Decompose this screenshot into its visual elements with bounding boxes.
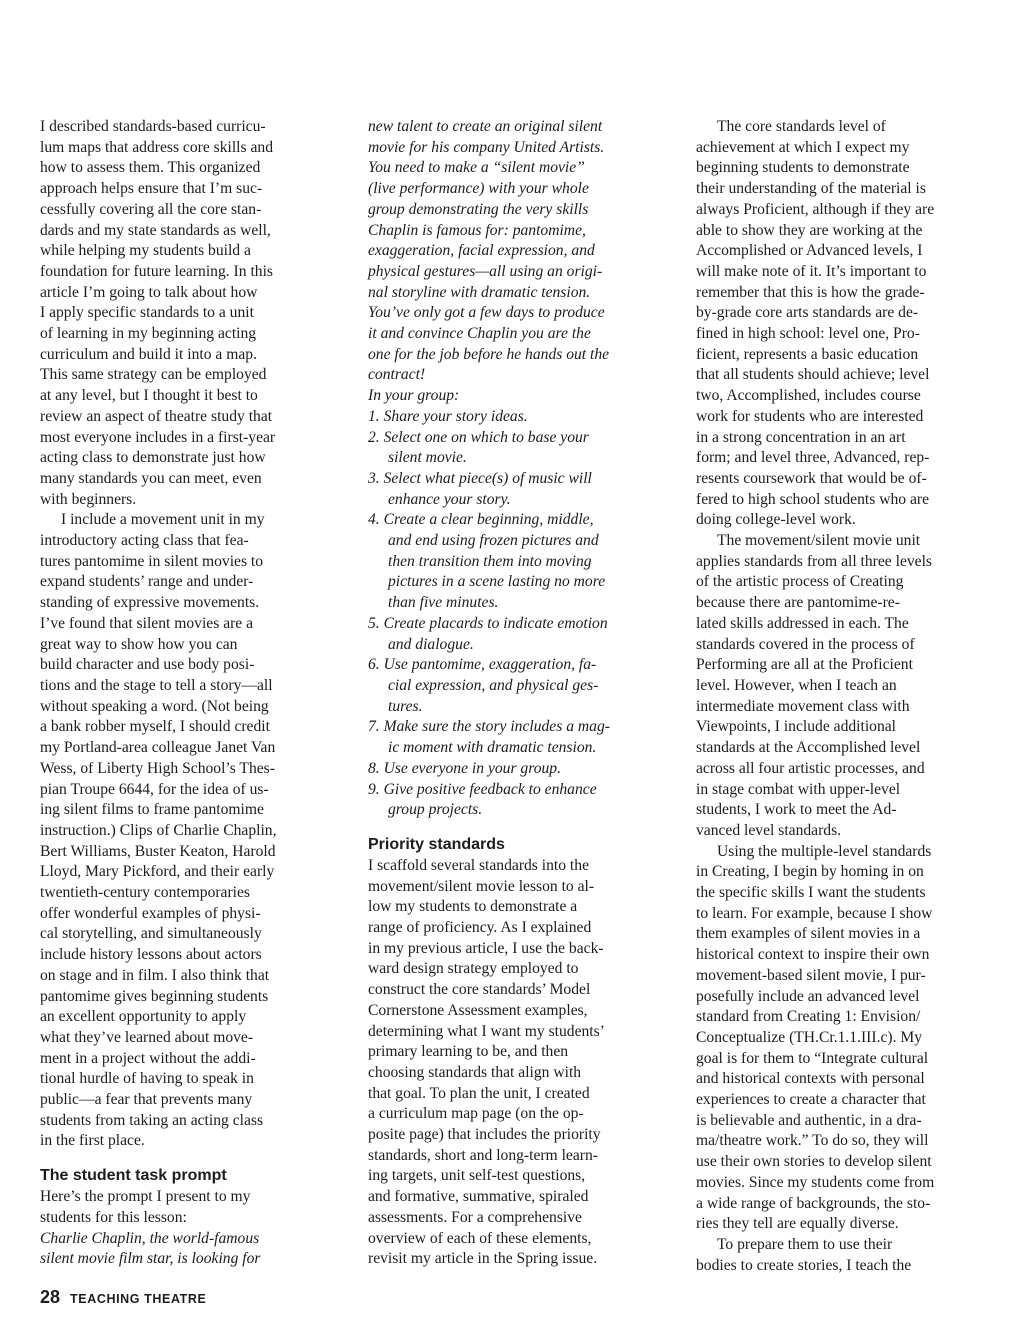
column-3 (696, 117, 986, 1276)
text-line: in the first place. (40, 1132, 145, 1150)
text-line: is believable and authentic, in a dra- (696, 1111, 922, 1129)
page-footer (40, 1287, 206, 1308)
text-line: This same strategy can be employed (40, 366, 267, 384)
text-line: To prepare them to use their (717, 1235, 893, 1253)
text-line: range of proficiency. As I explained (368, 919, 592, 937)
text-line: new talent to create an original silent (368, 118, 603, 135)
text-line: work for students who are interested (696, 407, 924, 425)
text-line: 7. Make sure the story includes a mag- (368, 718, 610, 736)
list-item (368, 510, 658, 614)
section-heading-priority-standards: Priority standards (368, 835, 505, 853)
text-line: Using the multiple-level standards (717, 842, 932, 860)
text-line: review an aspect of theatre study that (40, 407, 273, 425)
text-line: to learn. For example, because I show (696, 904, 933, 922)
prompt-quote-start (40, 1229, 330, 1270)
text-line: article I’m going to talk about how (40, 283, 258, 301)
text-line: The core standards level of (717, 118, 886, 135)
text-line: 2. Select one on which to base your (368, 428, 589, 446)
text-line: then transition them into moving (388, 552, 592, 570)
text-line: You’ve only got a few days to produce (368, 304, 605, 322)
text-line: approach helps ensure that I’m suc- (40, 180, 263, 198)
text-line: I include a movement unit in my (61, 511, 265, 529)
text-line: most everyone includes in a first-year (40, 428, 276, 446)
text-line: a bank robber myself, I should credit (40, 718, 270, 736)
text-line: than five minutes. (388, 594, 499, 612)
text-line: build character and use body posi- (40, 656, 255, 674)
text-line: form; and level three, Advanced, rep- (696, 449, 930, 467)
text-line: low my students to demonstrate a (368, 898, 578, 916)
creating-levels-paragraph (696, 531, 986, 842)
text-line: group demonstrating the very skills (368, 200, 589, 218)
text-line: remember that this is how the grade- (696, 283, 925, 301)
text-line: what they’ve learned about move- (40, 1028, 254, 1046)
text-line: primary learning to be, and then (368, 1043, 569, 1061)
text-line: Performing are all at the Proficient (696, 656, 913, 674)
spacer (40, 1152, 330, 1165)
text-line: Bert Williams, Buster Keaton, Harold (40, 842, 276, 860)
text-line: 3. Select what piece(s) of music will (368, 469, 592, 487)
section-heading-student-task-prompt: The student task prompt (40, 1167, 227, 1185)
text-line: exaggeration, facial expression, and (368, 242, 595, 260)
text-line: and dialogue. (388, 635, 474, 653)
text-line: applies standards from all three levels (696, 552, 932, 570)
text-line: ma/theatre work.” To do so, they will (696, 1132, 929, 1150)
text-line: will make note of it. It’s important to (696, 262, 927, 280)
text-line: Here’s the prompt I present to my (40, 1188, 251, 1206)
text-line: without speaking a word. (Not being (40, 697, 269, 715)
text-line: ing targets, unit self-test questions, (368, 1167, 586, 1185)
text-line: a curriculum map page (on the op- (368, 1105, 584, 1123)
text-line: 5. Create placards to indicate emotion (368, 614, 608, 632)
priority-standards-paragraph (368, 856, 658, 1270)
prompt-intro-paragraph (40, 1187, 330, 1228)
text-line: contract! (368, 366, 426, 384)
list-item (368, 780, 658, 821)
text-line: The movement/silent movie unit (717, 532, 921, 550)
text-line: pian Troupe 6644, for the idea of us- (40, 780, 269, 798)
text-line: cessfully covering all the core stan- (40, 200, 262, 218)
text-line: fined in high school: level one, Pro- (696, 325, 920, 343)
text-line: resents coursework that would be of- (696, 469, 927, 487)
text-line: it and convince Chaplin you are the (368, 325, 591, 343)
text-line: with beginners. (40, 490, 137, 508)
text-line: fered to high school students who are (696, 490, 929, 508)
text-line: overview of each of these elements, (368, 1229, 592, 1247)
text-line: ries they tell are equally diverse. (696, 1215, 899, 1233)
column-2 (368, 117, 658, 1270)
text-line: in a strong concentration in an art (696, 428, 906, 446)
prepare-bodies-paragraph (696, 1235, 986, 1276)
text-line: Conceptualize (TH.Cr.1.1.III.c). My (696, 1028, 923, 1046)
text-line: intermediate movement class with (696, 697, 910, 715)
spacer (368, 821, 658, 834)
text-line: pictures in a scene lasting no more (388, 573, 606, 591)
text-line: level. However, when I teach an (696, 676, 897, 694)
text-line: I apply specific standards to a unit (40, 304, 254, 322)
text-line: because there are pantomime-re- (696, 594, 900, 612)
text-line: curriculum and build it into a map. (40, 345, 257, 363)
text-line: that goal. To plan the unit, I created (368, 1084, 590, 1102)
text-line: Lloyd, Mary Pickford, and their early (40, 863, 275, 881)
text-line: silent movie film star, is looking for (40, 1250, 261, 1268)
text-line: You need to make a “silent movie” (368, 159, 585, 177)
list-item (368, 759, 658, 780)
text-line: students from taking an acting class (40, 1111, 264, 1129)
text-line: posefully include an advanced level (696, 987, 920, 1005)
text-line: movement/silent movie lesson to al- (368, 877, 595, 895)
text-line: that all students should achieve; level (696, 366, 930, 384)
text-line: silent movie. (388, 449, 467, 467)
text-line: assessments. For a comprehensive (368, 1208, 582, 1226)
text-line: pantomime gives beginning students (40, 987, 269, 1005)
text-line: nal storyline with dramatic tension. (368, 283, 591, 301)
movement-unit-paragraph (40, 510, 330, 1152)
text-line: ment in a project without the addi- (40, 1049, 256, 1067)
text-line: instruction.) Clips of Charlie Chaplin, (40, 821, 277, 839)
text-line: standards at the Accomplished level (696, 739, 921, 757)
text-line: lum maps that address core skills and (40, 138, 273, 156)
text-line: goal is for them to “Integrate cultural (696, 1049, 929, 1067)
text-line: enhance your story. (388, 490, 511, 508)
text-line: 4. Create a clear beginning, middle, (368, 511, 594, 529)
text-line: Charlie Chaplin, the world-famous (40, 1229, 260, 1247)
text-line: and formative, summative, spiraled (368, 1188, 589, 1206)
text-line: Accomplished or Advanced levels, I (696, 242, 923, 260)
intro-paragraph (40, 117, 330, 510)
text-line: a wide range of backgrounds, the sto- (696, 1194, 931, 1212)
text-line: bodies to create stories, I teach the (696, 1256, 912, 1274)
text-line: while helping my students build a (40, 242, 251, 260)
text-line: foundation for future learning. In this (40, 262, 273, 280)
text-line: ing silent films to frame pantomime (40, 801, 264, 819)
text-line: I described standards-based curricu- (40, 118, 266, 135)
text-line: choosing standards that align with (368, 1063, 582, 1081)
text-line: of learning in my beginning acting (40, 325, 257, 343)
text-line: standing of expressive movements. (40, 594, 260, 612)
list-item (368, 655, 658, 717)
column-1 (40, 117, 330, 1270)
publication-name: TEACHING THEATRE (70, 1292, 207, 1306)
text-line: I’ve found that silent movies are a (40, 614, 254, 632)
list-item (368, 407, 658, 428)
list-item (368, 469, 658, 510)
list-item (368, 428, 658, 469)
text-line: in stage combat with upper-level (696, 780, 901, 798)
text-line: standards covered in the process of (696, 635, 915, 653)
text-line: I scaffold several standards into the (368, 856, 589, 874)
text-line: 8. Use everyone in your group. (368, 759, 561, 777)
text-line: physical gestures—all using an origi- (368, 262, 603, 280)
text-line: at any level, but I thought it best to (40, 387, 258, 405)
text-line: in my previous article, I use the back- (368, 939, 604, 957)
text-line: students, I work to meet the Ad- (696, 801, 897, 819)
prompt-quote-continued (368, 117, 658, 407)
text-line: on stage and in film. I also think that (40, 966, 270, 984)
list-item (368, 614, 658, 655)
text-line: In your group: (368, 387, 460, 405)
text-line: always Proficient, although if they are (696, 200, 935, 218)
text-line: their understanding of the material is (696, 180, 926, 198)
text-line: expand students’ range and under- (40, 573, 254, 591)
text-line: offer wonderful examples of physi- (40, 904, 261, 922)
text-line: students for this lesson: (40, 1208, 187, 1226)
text-line: determining what I want my students’ (368, 1022, 605, 1040)
text-line: tures. (388, 697, 423, 715)
text-line: revisit my article in the Spring issue. (368, 1250, 598, 1268)
text-line: movie for his company United Artists. (368, 138, 605, 156)
text-line: group projects. (388, 801, 483, 819)
text-line: across all four artistic processes, and (696, 759, 925, 777)
text-line: include history lessons about actors (40, 946, 262, 964)
text-line: Wess, of Liberty High School’s Thes- (40, 759, 275, 777)
text-line: many standards you can meet, even (40, 469, 262, 487)
text-line: (live performance) with your whole (368, 180, 589, 198)
text-line: Chaplin is famous for: pantomime, (368, 221, 586, 239)
text-line: how to assess them. This organized (40, 159, 261, 177)
text-line: one for the job before he hands out the (368, 345, 610, 363)
text-line: public—a fear that prevents many (40, 1091, 253, 1109)
text-line: and end using frozen pictures and (388, 532, 599, 550)
text-line: movies. Since my students come from (696, 1173, 935, 1191)
text-line: movement-based silent movie, I pur- (696, 966, 926, 984)
text-line: use their own stories to develop silent (696, 1153, 932, 1171)
text-line: ward design strategy employed to (368, 960, 579, 978)
text-line: beginning students to demonstrate (696, 159, 910, 177)
text-line: vanced level standards. (696, 821, 842, 839)
text-line: an excellent opportunity to apply (40, 1008, 247, 1026)
text-line: twentieth-century contemporaries (40, 884, 250, 902)
text-line: Viewpoints, I include additional (696, 718, 897, 736)
text-line: acting class to demonstrate just how (40, 449, 266, 467)
text-line: lated skills addressed in each. The (696, 614, 909, 632)
achievement-levels-paragraph (696, 117, 986, 531)
text-line: tures pantomime in silent movies to (40, 552, 264, 570)
text-line: cial expression, and physical ges- (388, 676, 599, 694)
text-line: cal storytelling, and simultaneously (40, 925, 262, 943)
text-line: able to show they are working at the (696, 221, 923, 239)
multiple-level-standards-paragraph (696, 842, 986, 1235)
text-line: of the artistic process of Creating (696, 573, 904, 591)
text-line: 9. Give positive feedback to enhance (368, 780, 597, 798)
text-line: posite page) that includes the priority (368, 1126, 601, 1144)
text-line: introductory acting class that fea- (40, 532, 249, 550)
text-line: the specific skills I want the students (696, 884, 926, 902)
text-line: ficient, represents a basic education (696, 345, 919, 363)
text-line: and historical contexts with personal (696, 1070, 925, 1088)
text-line: my Portland-area colleague Janet Van (40, 739, 276, 757)
text-line: tions and the stage to tell a story—all (40, 676, 273, 694)
text-line: by-grade core arts standards are de- (696, 304, 919, 322)
text-line: historical context to inspire their own (696, 946, 930, 964)
text-line: doing college-level work. (696, 511, 856, 529)
text-line: two, Accomplished, includes course (696, 387, 921, 405)
text-line: achievement at which I expect my (696, 138, 910, 156)
text-line: construct the core standards’ Model (368, 981, 591, 999)
list-item (368, 717, 658, 758)
text-line: standard from Creating 1: Envision/ (696, 1008, 921, 1026)
text-line: experiences to create a character that (696, 1091, 926, 1109)
text-line: dards and my state standards as well, (40, 221, 271, 239)
text-line: standards, short and long-term learn- (368, 1146, 598, 1164)
text-line: tional hurdle of having to speak in (40, 1070, 254, 1088)
text-line: 1. Share your story ideas. (368, 407, 528, 425)
page-number: 28 (40, 1287, 61, 1307)
text-line: ic moment with dramatic tension. (388, 739, 597, 757)
text-line: them examples of silent movies in a (696, 925, 921, 943)
text-line: in Creating, I begin by homing in on (696, 863, 924, 881)
text-line: great way to show how you can (40, 635, 238, 653)
text-line: Cornerstone Assessment examples, (368, 1001, 588, 1019)
text-line: 6. Use pantomime, exaggeration, fa- (368, 656, 597, 674)
prompt-steps-list (368, 407, 658, 821)
